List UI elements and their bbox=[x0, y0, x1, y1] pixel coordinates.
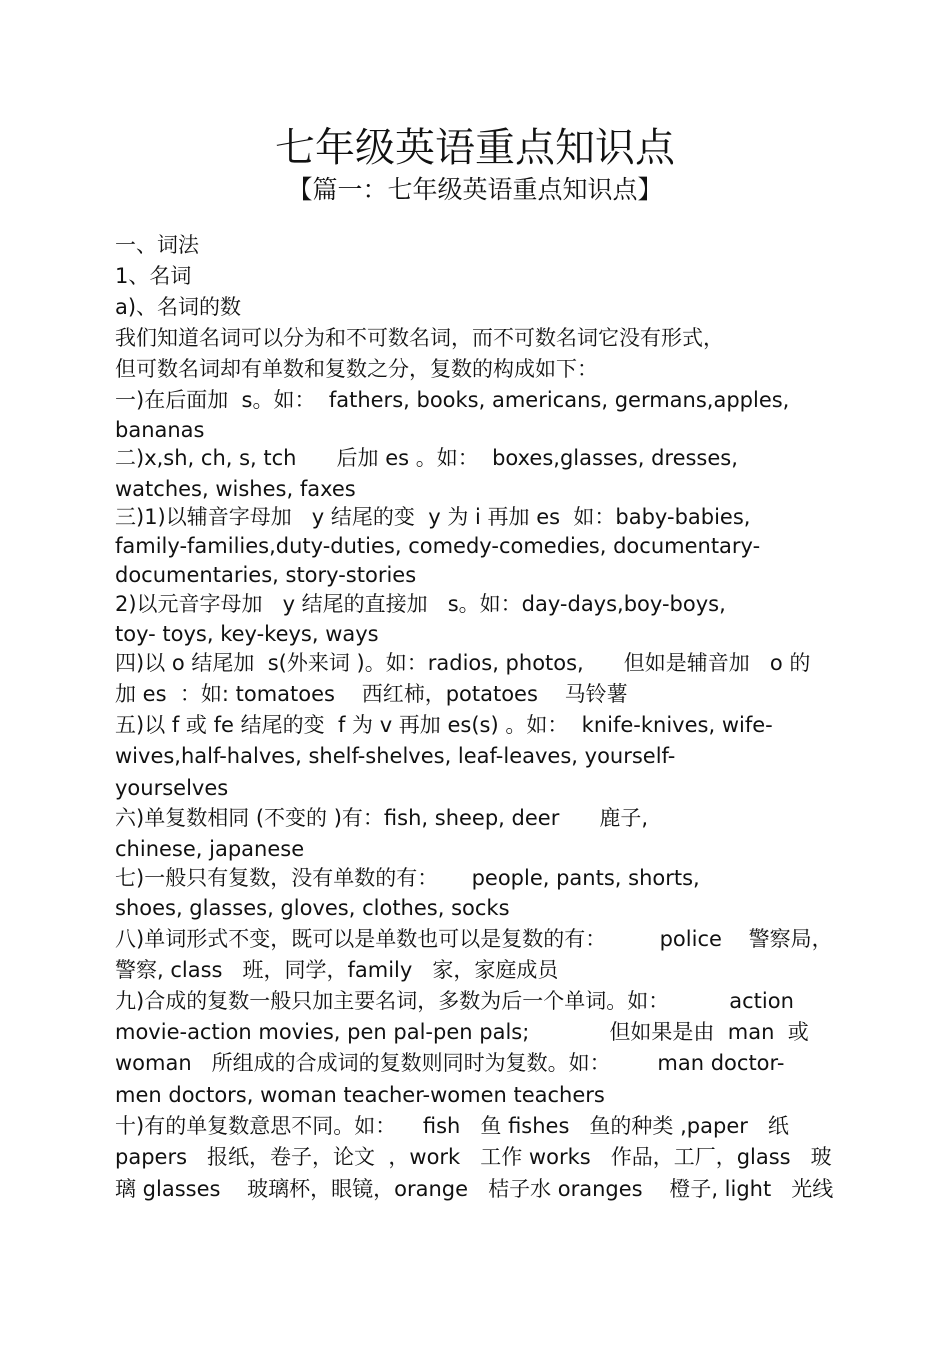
text-line: men doctors, woman teacher-women teachers bbox=[115, 1083, 605, 1107]
text-line: bananas bbox=[115, 418, 205, 442]
text-line: 加 es ：如: tomatoes 西红柿，potatoes 马铃薯 bbox=[115, 682, 628, 706]
page-title: 七年级英语重点知识点 bbox=[275, 125, 675, 171]
text-line: 五)以 f 或 fe 结尾的变 f 为 v 再加 es(s) 。如： knife-knives, wife- bbox=[115, 713, 773, 737]
text-line: shoes, glasses, gloves, clothes, socks bbox=[115, 896, 510, 920]
text-line: 一)在后面加 s。如： fathers, books, americans, germans,apples, bbox=[115, 388, 790, 412]
text-line: toy- toys, key-keys, ways bbox=[115, 622, 379, 646]
text-line: watches, wishes, faxes bbox=[115, 477, 356, 501]
text-line: 十)有的单复数意思不同。如： fish 鱼 fishes 鱼的种类 ,paper 纸 bbox=[115, 1114, 789, 1138]
text-line: 三)1)以辅音字母加 y 结尾的变 y 为 i 再加 es 如：baby-babies, bbox=[115, 505, 751, 529]
text-line: 六)单复数相同 (不变的 )有：fish, sheep, deer 鹿子, bbox=[115, 806, 649, 830]
text-line: wives,half-halves, shelf-shelves, leaf-leaves, yourself- bbox=[115, 744, 676, 768]
text-line: a)、名词的数 bbox=[115, 295, 242, 319]
page-subtitle: 【篇一：七年级英语重点知识点】 bbox=[287, 175, 663, 204]
text-line: 八)单词形式不变，既可以是单数也可以是复数的有： police 警察局， bbox=[115, 927, 833, 951]
text-line: 我们知道名词可以分为和不可数名词，而不可数名词它没有形式， bbox=[115, 326, 724, 350]
text-line: movie-action movies, pen pal-pen pals; 但如果是由 man 或 bbox=[115, 1020, 809, 1044]
text-line: 但可数名词却有单数和复数之分，复数的构成如下： bbox=[115, 357, 598, 381]
text-line: 璃 glasses 玻璃杯，眼镜，orange 桔子水 oranges 橙子, light 光线 bbox=[115, 1177, 834, 1201]
text-line: 七)一般只有复数，没有单数的有： people, pants, shorts, bbox=[115, 866, 700, 890]
text-line: 警察, class 班，同学，family 家，家庭成员 bbox=[115, 958, 559, 982]
text-line: 一、词法 bbox=[115, 233, 199, 257]
text-line: yourselves bbox=[115, 776, 229, 800]
text-line: 九)合成的复数一般只加主要名词，多数为后一个单词。如： action bbox=[115, 989, 794, 1013]
text-line: 2)以元音字母加 y 结尾的直接加 s。如：day-days,boy-boys, bbox=[115, 592, 726, 616]
text-line: documentaries, story-stories bbox=[115, 563, 417, 587]
text-line: papers 报纸，卷子，论文 ，work 工作 works 作品，工厂，glass 玻 bbox=[115, 1145, 832, 1169]
text-line: 四)以 o 结尾加 s(外来词 )。如：radios, photos, 但如是辅音加 o 的 bbox=[115, 651, 811, 675]
text-line: 二)x,sh, ch, s, tch 后加 es 。如： boxes,glasses, dresses, bbox=[115, 446, 738, 470]
text-line: family-families,duty-duties, comedy-comedies, documentary- bbox=[115, 534, 761, 558]
text-line: 1、名词 bbox=[115, 264, 192, 288]
text-line: woman 所组成的合成词的复数则同时为复数。如： man doctor- bbox=[115, 1051, 785, 1075]
text-line: chinese, japanese bbox=[115, 837, 305, 861]
